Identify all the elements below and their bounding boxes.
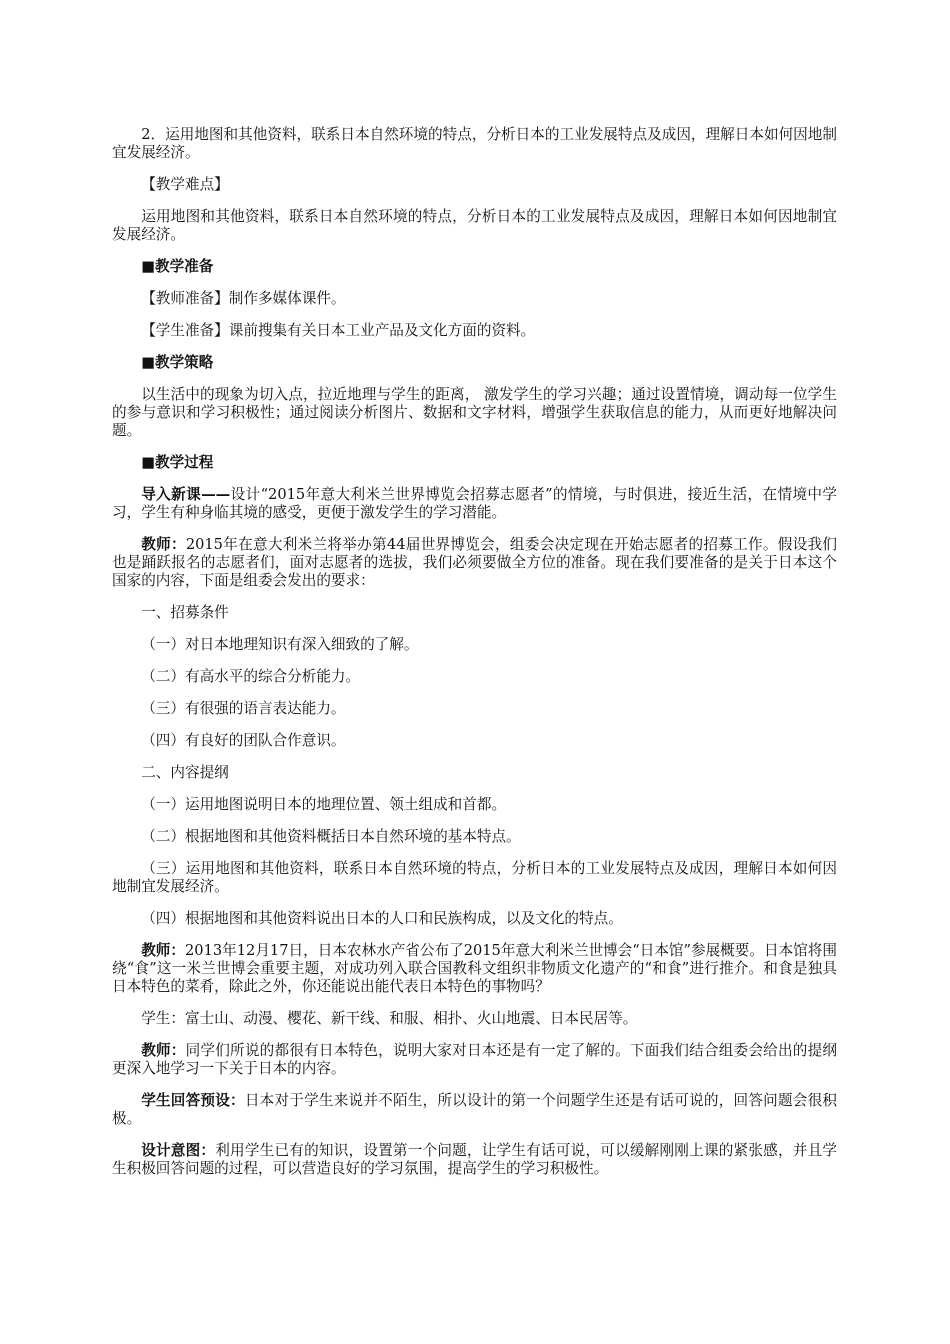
teacher-paragraph-3 — [112, 1042, 837, 1078]
student-preparation-label: 【学生准备】 — [141, 322, 229, 339]
recruit-heading: 一、招募条件 — [141, 604, 229, 621]
answer-preset-label: 学生回答预设： — [141, 1092, 245, 1109]
teacher-text-2: 2013年12月17日，日本农林水产省公布了2015年意大利米兰世博会“日本馆”参展概要。日本馆将围绕“食”这一米兰世博会重要主题，对成功列入联合国教科文组织非物质文化遗产的“和食”进行推介。和食是独具日本特色的菜肴，除此之外，你还能说出能代表日本特色的事物吗？ — [112, 942, 837, 995]
intro-paragraph — [112, 486, 837, 522]
teacher-preparation-label: 【教师准备】 — [141, 290, 229, 307]
intro-label: 导入新课—— — [141, 486, 231, 503]
outline-item: （三）运用地图和其他资料，联系日本自然环境的特点，分析日本的工业发展特点及成因，理解日本如何因地制宜发展经济。 — [112, 860, 837, 895]
teacher-text-3: 同学们所说的都很有日本特色，说明大家对日本还是有一定了解的。下面我们结合组委会给出的提纲更深入地学习一下关于日本的内容。 — [112, 1042, 837, 1077]
answer-preset-paragraph — [112, 1092, 837, 1128]
student-answer: 学生：富士山、动漫、樱花、新干线、和服、相扑、火山地震、日本民居等。 — [141, 1010, 638, 1027]
teacher-label-3: 教师： — [141, 1042, 186, 1059]
recruit-item: （一）对日本地理知识有深入细致的了解。 — [141, 636, 419, 653]
recruit-item: （四）有良好的团队合作意识。 — [141, 732, 346, 749]
outline-item: （四）根据地图和其他资料说出日本的人口和民族构成，以及文化的特点。 — [141, 910, 623, 927]
recruit-item: （二）有高水平的综合分析能力。 — [141, 668, 361, 685]
strategy-heading: ■教学策略 — [141, 354, 214, 371]
preparation-heading: ■教学准备 — [141, 258, 214, 275]
student-preparation-text: 课前搜集有关日本工业产品及文化方面的资料。 — [228, 322, 536, 339]
student-preparation — [112, 322, 837, 340]
document-page — [112, 126, 837, 1178]
outline-heading: 二、内容提纲 — [141, 764, 229, 781]
difficulty-heading: 【教学难点】 — [141, 176, 229, 193]
strategy-text: 以生活中的现象为切入点，拉近地理与学生的距离， 激发学生的学习兴趣；通过设置情境，调动每一位学生的参与意识和学习积极性；通过阅读分析图片、数据和文字材料，增强学生获取信息的能力，从而更好地解决问题。 — [112, 386, 837, 439]
teacher-preparation — [112, 290, 837, 308]
design-intent-text: 利用学生已有的知识，设置第一个问题，让学生有话可说，可以缓解刚刚上课的紧张感，并且学生积极回答问题的过程，可以营造良好的学习氛围，提高学生的学习积极性。 — [112, 1142, 837, 1177]
design-intent-paragraph — [112, 1142, 837, 1178]
teacher-paragraph-1 — [112, 536, 837, 590]
outline-item: （二）根据地图和其他资料概括日本自然环境的基本特点。 — [141, 828, 521, 845]
answer-preset-text: 日本对于学生来说并不陌生，所以设计的第一个问题学生还是有话可说的，回答问题会很积极。 — [112, 1092, 837, 1127]
teacher-label-2: 教师： — [141, 942, 185, 959]
recruit-item: （三）有很强的语言表达能力。 — [141, 700, 346, 717]
objective-item-2: 2．运用地图和其他资料，联系日本自然环境的特点，分析日本的工业发展特点及成因，理解日本如何因地制宜发展经济。 — [112, 126, 837, 161]
teacher-text-1: 2015年在意大利米兰将举办第44届世界博览会，组委会决定现在开始志愿者的招募工作。假设我们也是踊跃报名的志愿者们，面对志愿者的选拔，我们必须要做全方位的准备。现在我们要准备的是关于日本这个国家的内容，下面是组委会发出的要求： — [112, 536, 837, 589]
design-intent-label: 设计意图： — [141, 1142, 216, 1159]
outline-item: （一）运用地图说明日本的地理位置、领土组成和首都。 — [141, 796, 507, 813]
teacher-label-1: 教师： — [141, 536, 186, 553]
process-heading: ■教学过程 — [141, 454, 214, 471]
difficulty-text: 运用地图和其他资料，联系日本自然环境的特点，分析日本的工业发展特点及成因，理解日本如何因地制宜发展经济。 — [112, 208, 837, 243]
teacher-paragraph-2 — [112, 942, 837, 996]
intro-text: 设计“2015年意大利米兰世界博览会招募志愿者”的情境，与时俱进，接近生活，在情境中学习，学生有种身临其境的感受，更便于激发学生的学习潜能。 — [112, 486, 837, 521]
teacher-preparation-text: 制作多媒体课件。 — [228, 290, 346, 307]
